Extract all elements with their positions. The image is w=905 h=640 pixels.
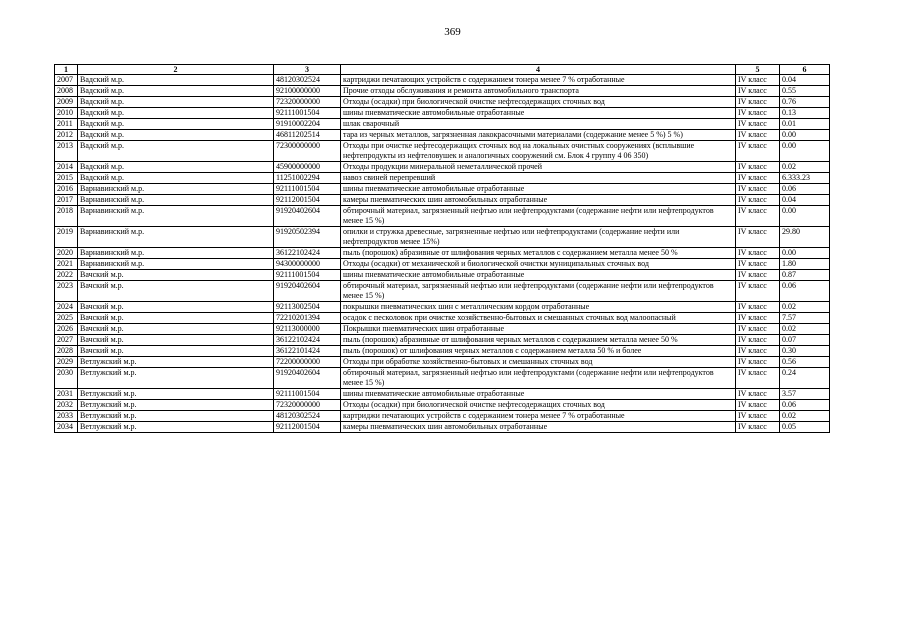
waste-description-cell: картриджи печатающих устройств с содержанием тонера менее 7 % отработанные	[341, 75, 736, 86]
district-name-cell: Вачский м.р.	[78, 313, 274, 324]
hazard-class-cell: IV класс	[736, 346, 780, 357]
amount-cell: 0.06	[780, 281, 830, 302]
waste-description-cell: осадок с песколовок при очистке хозяйственно-бытовых и смешанных сточных вод малоопасный	[341, 313, 736, 324]
table-row	[55, 141, 830, 162]
column-header-1: 1	[55, 65, 78, 75]
district-name-cell: Вадский м.р.	[78, 162, 274, 173]
table-row	[55, 302, 830, 313]
table-row	[55, 130, 830, 141]
row-number-cell: 2027	[55, 335, 78, 346]
hazard-class-cell: IV класс	[736, 302, 780, 313]
waste-code-cell: 36122102424	[274, 248, 341, 259]
hazard-class-cell: IV класс	[736, 389, 780, 400]
district-name-cell: Ветлужский м.р.	[78, 400, 274, 411]
amount-cell: 29.80	[780, 227, 830, 248]
waste-description-cell: покрышки пневматических шин с металлическим кордом отработанные	[341, 302, 736, 313]
hazard-class-cell: IV класс	[736, 324, 780, 335]
waste-code-cell: 72320000000	[274, 400, 341, 411]
amount-cell: 0.00	[780, 130, 830, 141]
row-number-cell: 2017	[55, 195, 78, 206]
hazard-class-cell: IV класс	[736, 119, 780, 130]
waste-code-cell: 36122101424	[274, 346, 341, 357]
table-row	[55, 281, 830, 302]
hazard-class-cell: IV класс	[736, 422, 780, 433]
table-row	[55, 227, 830, 248]
table-row	[55, 411, 830, 422]
district-name-cell: Варнавинский м.р.	[78, 248, 274, 259]
table-row	[55, 206, 830, 227]
district-name-cell: Ветлужский м.р.	[78, 368, 274, 389]
column-header-4: 4	[341, 65, 736, 75]
column-header-3: 3	[274, 65, 341, 75]
hazard-class-cell: IV класс	[736, 130, 780, 141]
row-number-cell: 2007	[55, 75, 78, 86]
amount-cell: 0.56	[780, 357, 830, 368]
amount-cell: 0.06	[780, 400, 830, 411]
waste-description-cell: шины пневматические автомобильные отработанные	[341, 389, 736, 400]
row-number-cell: 2022	[55, 270, 78, 281]
waste-code-cell: 36122102424	[274, 335, 341, 346]
row-number-cell: 2031	[55, 389, 78, 400]
waste-code-cell: 92112001504	[274, 422, 341, 433]
row-number-cell: 2008	[55, 86, 78, 97]
table-row	[55, 400, 830, 411]
row-number-cell: 2011	[55, 119, 78, 130]
hazard-class-cell: IV класс	[736, 86, 780, 97]
hazard-class-cell: IV класс	[736, 227, 780, 248]
waste-description-cell: Отходы (осадки) от механической и биологической очистки муниципальных сточных вод	[341, 259, 736, 270]
row-number-cell: 2032	[55, 400, 78, 411]
hazard-class-cell: IV класс	[736, 195, 780, 206]
amount-cell: 0.00	[780, 206, 830, 227]
hazard-class-cell: IV класс	[736, 400, 780, 411]
column-header-2: 2	[78, 65, 274, 75]
table-row	[55, 173, 830, 184]
district-name-cell: Вадский м.р.	[78, 97, 274, 108]
hazard-class-cell: IV класс	[736, 141, 780, 162]
district-name-cell: Вачский м.р.	[78, 281, 274, 302]
row-number-cell: 2034	[55, 422, 78, 433]
waste-description-cell: Отходы (осадки) при биологической очистке нефтесодержащих сточных вод	[341, 400, 736, 411]
waste-description-cell: шины пневматические автомобильные отработанные	[341, 270, 736, 281]
waste-code-cell: 48120302524	[274, 75, 341, 86]
district-name-cell: Ветлужский м.р.	[78, 422, 274, 433]
hazard-class-cell: IV класс	[736, 173, 780, 184]
district-name-cell: Варнавинский м.р.	[78, 227, 274, 248]
district-name-cell: Ветлужский м.р.	[78, 389, 274, 400]
header-row	[55, 65, 830, 75]
table-row	[55, 184, 830, 195]
waste-description-cell: шлак сварочный	[341, 119, 736, 130]
waste-description-cell: шины пневматические автомобильные отработанные	[341, 184, 736, 195]
district-name-cell: Варнавинский м.р.	[78, 259, 274, 270]
table-row	[55, 422, 830, 433]
waste-description-cell: Отходы продукции минеральной неметаллической прочей	[341, 162, 736, 173]
amount-cell: 0.87	[780, 270, 830, 281]
table-row	[55, 108, 830, 119]
hazard-class-cell: IV класс	[736, 162, 780, 173]
row-number-cell: 2029	[55, 357, 78, 368]
district-name-cell: Вачский м.р.	[78, 346, 274, 357]
table-row	[55, 195, 830, 206]
hazard-class-cell: IV класс	[736, 184, 780, 195]
table-row	[55, 357, 830, 368]
row-number-cell: 2026	[55, 324, 78, 335]
waste-description-cell: обтирочный материал, загрязненный нефтью или нефтепродуктами (содержание нефти или нефтепродуктов менее 15 %)	[341, 281, 736, 302]
amount-cell: 0.76	[780, 97, 830, 108]
row-number-cell: 2020	[55, 248, 78, 259]
amount-cell: 0.02	[780, 324, 830, 335]
waste-description-cell: камеры пневматических шин автомобильных отработанные	[341, 195, 736, 206]
waste-code-cell: 94300000000	[274, 259, 341, 270]
waste-description-cell: Отходы при обработке хозяйственно-бытовых и смешанных сточных вод	[341, 357, 736, 368]
amount-cell: 0.01	[780, 119, 830, 130]
row-number-cell: 2013	[55, 141, 78, 162]
waste-description-cell: навоз свиней перепревший	[341, 173, 736, 184]
row-number-cell: 2021	[55, 259, 78, 270]
row-number-cell: 2019	[55, 227, 78, 248]
hazard-class-cell: IV класс	[736, 411, 780, 422]
waste-description-cell: картриджи печатающих устройств с содержанием тонера менее 7 % отработанные	[341, 411, 736, 422]
table-row	[55, 270, 830, 281]
row-number-cell: 2033	[55, 411, 78, 422]
hazard-class-cell: IV класс	[736, 281, 780, 302]
amount-cell: 0.02	[780, 162, 830, 173]
waste-description-cell: Отходы (осадки) при биологической очистке нефтесодержащих сточных вод	[341, 97, 736, 108]
amount-cell: 6.333.23	[780, 173, 830, 184]
amount-cell: 1.80	[780, 259, 830, 270]
table-body	[55, 75, 830, 433]
waste-code-cell: 72210201394	[274, 313, 341, 324]
amount-cell: 0.07	[780, 335, 830, 346]
hazard-class-cell: IV класс	[736, 259, 780, 270]
row-number-cell: 2018	[55, 206, 78, 227]
waste-description-cell: Прочие отходы обслуживания и ремонта автомобильного транспорта	[341, 86, 736, 97]
row-number-cell: 2028	[55, 346, 78, 357]
table-row	[55, 335, 830, 346]
district-name-cell: Вачский м.р.	[78, 335, 274, 346]
waste-description-cell: пыль (порошок) абразивные от шлифования черных металлов с содержанием металла менее 50 %	[341, 248, 736, 259]
hazard-class-cell: IV класс	[736, 75, 780, 86]
district-name-cell: Вачский м.р.	[78, 270, 274, 281]
amount-cell: 7.57	[780, 313, 830, 324]
waste-description-cell: тара из черных металлов, загрязненная лакокрасочными материалами (содержание менее 5 %) 5 %)	[341, 130, 736, 141]
waste-description-cell: камеры пневматических шин автомобильных отработанные	[341, 422, 736, 433]
district-name-cell: Вадский м.р.	[78, 173, 274, 184]
hazard-class-cell: IV класс	[736, 97, 780, 108]
amount-cell: 3.57	[780, 389, 830, 400]
waste-code-cell: 91920402604	[274, 281, 341, 302]
hazard-class-cell: IV класс	[736, 270, 780, 281]
waste-code-cell: 48120302524	[274, 411, 341, 422]
table-row	[55, 389, 830, 400]
waste-description-cell: Отходы при очистке нефтесодержащих сточных вод на локальных очистных сооружениях (всплывшие нефтепродукты из нефтеловушек и аналогичных сооружений см. Блок 4 группу 4 06 350)	[341, 141, 736, 162]
row-number-cell: 2023	[55, 281, 78, 302]
hazard-class-cell: IV класс	[736, 368, 780, 389]
waste-code-cell: 72300000000	[274, 141, 341, 162]
district-name-cell: Вадский м.р.	[78, 141, 274, 162]
waste-description-cell: опилки и стружка древесные, загрязненные нефтью или нефтепродуктами (содержание нефти или нефтепродуктов менее 15%)	[341, 227, 736, 248]
table-row	[55, 313, 830, 324]
district-name-cell: Вачский м.р.	[78, 302, 274, 313]
column-header-5: 5	[736, 65, 780, 75]
waste-code-cell: 72200000000	[274, 357, 341, 368]
waste-description-cell: пыль (порошок) абразивные от шлифования черных металлов с содержанием металла менее 50 %	[341, 335, 736, 346]
row-number-cell: 2024	[55, 302, 78, 313]
district-name-cell: Варнавинский м.р.	[78, 195, 274, 206]
waste-code-cell: 92113000000	[274, 324, 341, 335]
district-name-cell: Вадский м.р.	[78, 119, 274, 130]
row-number-cell: 2009	[55, 97, 78, 108]
amount-cell: 0.24	[780, 368, 830, 389]
table-row	[55, 119, 830, 130]
hazard-class-cell: IV класс	[736, 108, 780, 119]
table-row	[55, 75, 830, 86]
waste-description-cell: пыль (порошок) от шлифования черных металлов с содержанием металла 50 % и более	[341, 346, 736, 357]
waste-code-cell: 91920402604	[274, 206, 341, 227]
waste-description-cell: обтирочный материал, загрязненный нефтью или нефтепродуктами (содержание нефти или нефтепродуктов менее 15 %)	[341, 206, 736, 227]
column-header-6: 6	[780, 65, 830, 75]
waste-code-cell: 45900000000	[274, 162, 341, 173]
waste-description-cell: обтирочный материал, загрязненный нефтью или нефтепродуктами (содержание нефти или нефтепродуктов менее 15 %)	[341, 368, 736, 389]
amount-cell: 0.02	[780, 411, 830, 422]
waste-code-cell: 92111001504	[274, 270, 341, 281]
waste-code-cell: 91910002204	[274, 119, 341, 130]
waste-description-cell: шины пневматические автомобильные отработанные	[341, 108, 736, 119]
waste-code-cell: 92111001504	[274, 389, 341, 400]
row-number-cell: 2010	[55, 108, 78, 119]
row-number-cell: 2030	[55, 368, 78, 389]
table-row	[55, 248, 830, 259]
amount-cell: 0.06	[780, 184, 830, 195]
waste-code-cell: 72320000000	[274, 97, 341, 108]
district-name-cell: Вадский м.р.	[78, 75, 274, 86]
table-row	[55, 368, 830, 389]
amount-cell: 0.00	[780, 141, 830, 162]
row-number-cell: 2015	[55, 173, 78, 184]
district-name-cell: Варнавинский м.р.	[78, 184, 274, 195]
amount-cell: 0.00	[780, 248, 830, 259]
waste-code-cell: 92111001504	[274, 108, 341, 119]
district-name-cell: Вадский м.р.	[78, 108, 274, 119]
row-number-cell: 2012	[55, 130, 78, 141]
waste-code-cell: 92112001504	[274, 195, 341, 206]
waste-description-cell: Покрышки пневматических шин отработанные	[341, 324, 736, 335]
waste-code-cell: 91920502394	[274, 227, 341, 248]
waste-table	[54, 64, 830, 433]
waste-code-cell: 92111001504	[274, 184, 341, 195]
row-number-cell: 2014	[55, 162, 78, 173]
table-row	[55, 259, 830, 270]
waste-code-cell: 92113002504	[274, 302, 341, 313]
hazard-class-cell: IV класс	[736, 206, 780, 227]
amount-cell: 0.02	[780, 302, 830, 313]
hazard-class-cell: IV класс	[736, 357, 780, 368]
district-name-cell: Вадский м.р.	[78, 86, 274, 97]
hazard-class-cell: IV класс	[736, 335, 780, 346]
district-name-cell: Вадский м.р.	[78, 130, 274, 141]
hazard-class-cell: IV класс	[736, 248, 780, 259]
district-name-cell: Ветлужский м.р.	[78, 411, 274, 422]
amount-cell: 0.13	[780, 108, 830, 119]
page-number: 369	[444, 26, 461, 38]
amount-cell: 0.04	[780, 195, 830, 206]
table-row	[55, 162, 830, 173]
row-number-cell: 2025	[55, 313, 78, 324]
amount-cell: 0.05	[780, 422, 830, 433]
amount-cell: 0.55	[780, 86, 830, 97]
waste-code-cell: 91920402604	[274, 368, 341, 389]
district-name-cell: Варнавинский м.р.	[78, 206, 274, 227]
waste-code-cell: 46811202514	[274, 130, 341, 141]
district-name-cell: Ветлужский м.р.	[78, 357, 274, 368]
amount-cell: 0.30	[780, 346, 830, 357]
table-row	[55, 97, 830, 108]
amount-cell: 0.04	[780, 75, 830, 86]
table-row	[55, 86, 830, 97]
hazard-class-cell: IV класс	[736, 313, 780, 324]
table-row	[55, 346, 830, 357]
waste-code-cell: 11251002294	[274, 173, 341, 184]
waste-code-cell: 92100000000	[274, 86, 341, 97]
district-name-cell: Вачский м.р.	[78, 324, 274, 335]
row-number-cell: 2016	[55, 184, 78, 195]
table-row	[55, 324, 830, 335]
